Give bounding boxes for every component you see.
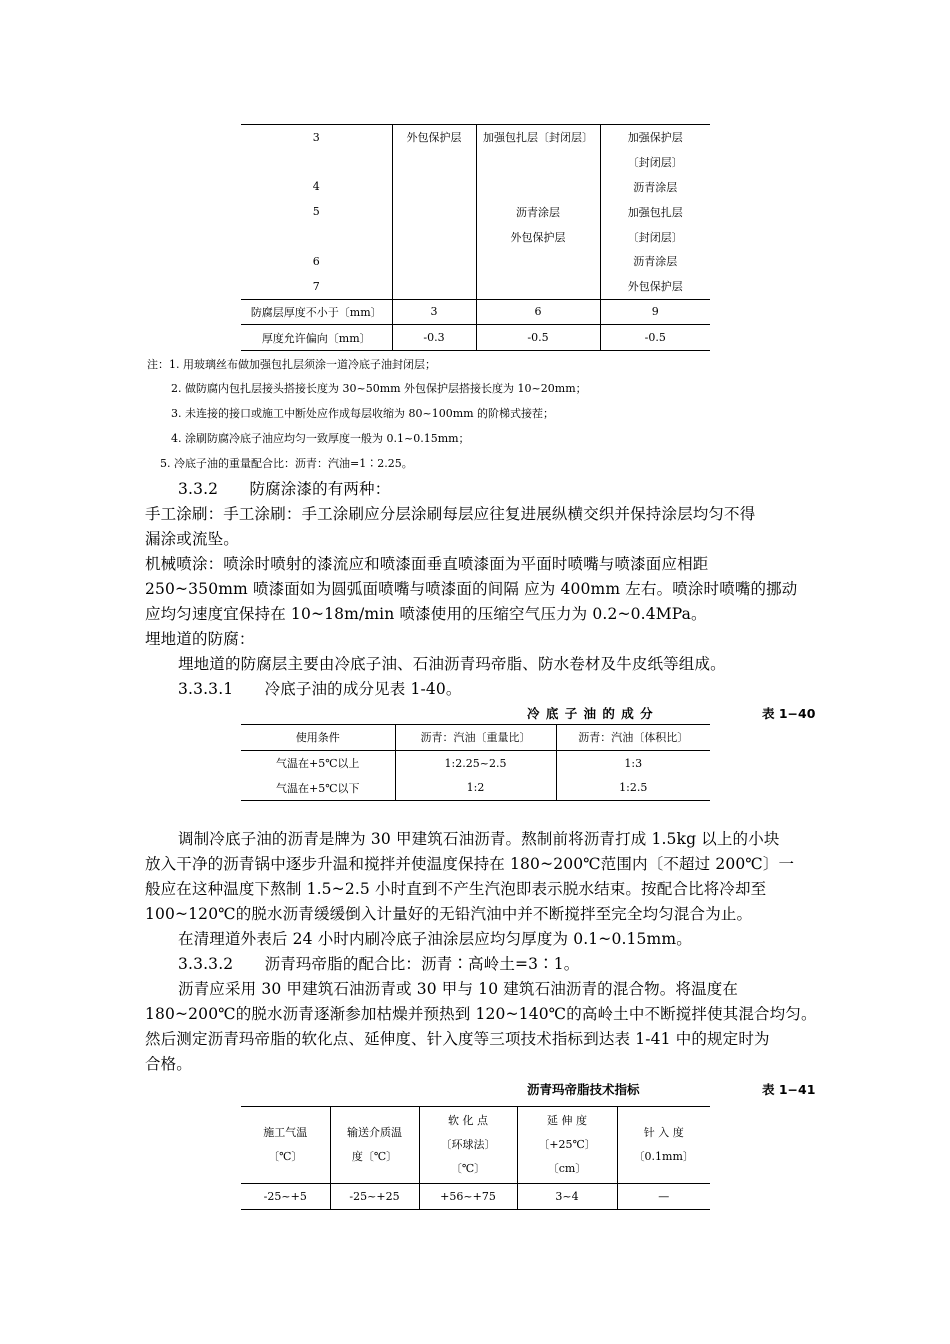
table41-header-line: 〔环球法〕 bbox=[440, 1138, 496, 1151]
layer-table-cell: 〔封闭层〕 bbox=[627, 230, 683, 244]
layer-table-cell: 厚度允许偏向〔mm〕 bbox=[241, 325, 392, 351]
layer-table-cell: -0.5 bbox=[644, 331, 666, 345]
table41-header-line: 针 入 度 bbox=[643, 1126, 684, 1139]
table41-header bbox=[419, 1107, 517, 1184]
clean-line: 在清理道外表后 24 小时内刷冷底子油涂层应均匀厚度为 0.1~0.15mm。 bbox=[178, 930, 692, 948]
layer-table-row bbox=[241, 150, 710, 175]
layer-table-cell: 外包保护层 bbox=[476, 224, 600, 249]
layer-table-row bbox=[241, 325, 710, 351]
layer-table bbox=[241, 124, 710, 351]
layer-table-cell: 加强包扎层〔封闭层〕 bbox=[476, 125, 600, 150]
section-heading-332: 3.3.2 防腐涂漆的有两种： bbox=[178, 480, 391, 498]
manual-line-2: 漏涂或流坠。 bbox=[145, 530, 239, 548]
layer-table-cell: 6 bbox=[241, 249, 392, 274]
layer-table-cell bbox=[241, 150, 392, 175]
layer-table-cell bbox=[476, 175, 600, 200]
layer-table-cell: -0.5 bbox=[476, 325, 600, 351]
table40-caption: 冷 底 子 油 的 成 分 bbox=[527, 706, 654, 721]
note-5: 5. 冷底子油的重量配合比：沥青：汽油=1∶2.25。 bbox=[160, 457, 413, 470]
buried-title: 埋地道的防腐： bbox=[145, 630, 255, 648]
mastic-line-3: 然后测定沥青玛帝脂的软化点、延伸度、针入度等三项技术指标到达表 1-41 中的规定时为 bbox=[145, 1030, 770, 1048]
table41-header bbox=[617, 1107, 710, 1184]
layer-table-cell: 7 bbox=[241, 274, 392, 299]
layer-table-row bbox=[241, 274, 710, 299]
layer-table-cell: 外包保护层 bbox=[392, 125, 476, 150]
layer-table-row bbox=[241, 175, 710, 200]
table40-header: 沥青：汽油〔体积比〕 bbox=[578, 731, 689, 745]
table40-cell: 1:3 bbox=[624, 756, 643, 770]
table41-header-line: 〔℃〕 bbox=[268, 1150, 303, 1163]
layer-table-row bbox=[241, 249, 710, 274]
table41-caption: 沥青玛帝脂技术指标 bbox=[527, 1082, 640, 1097]
mastic-line-4: 合格。 bbox=[145, 1055, 192, 1073]
prep-line-1: 调制冷底子油的沥青是牌为 30 甲建筑石油沥青。熬制前将沥青打成 1.5kg 以上的小块 bbox=[178, 830, 780, 848]
table40-cell: 1:2.25~2.5 bbox=[395, 750, 556, 775]
layer-table-cell: 5 bbox=[241, 199, 392, 224]
layer-table-cell: 加强包扎层 bbox=[627, 205, 683, 219]
layer-table-cell: 3 bbox=[392, 299, 476, 325]
table40-number: 表 1−40 bbox=[762, 706, 816, 721]
layer-table-cell: 外包保护层 bbox=[627, 280, 683, 294]
mastic-line-2: 180~200℃的脱水沥青逐渐参加枯燥并预热到 120~140℃的高岭土中不断搅拌使其混合均匀。 bbox=[145, 1005, 817, 1023]
table40-cell: 气温在+5℃以上 bbox=[241, 750, 395, 775]
layer-table-cell: 沥青涂层 bbox=[633, 180, 678, 194]
table41-cell: — bbox=[658, 1189, 670, 1203]
table41-header-line: 施工气温 bbox=[263, 1126, 308, 1139]
layer-table-cell: 4 bbox=[241, 175, 392, 200]
table40-cell: 1:2.5 bbox=[619, 781, 648, 795]
note-4: 4. 涂刷防腐冷底子油应均匀一致厚度一般为 0.1~0.15mm； bbox=[171, 432, 470, 445]
table41-header bbox=[241, 1107, 330, 1184]
layer-table-cell: 沥青涂层 bbox=[476, 199, 600, 224]
table41-number: 表 1−41 bbox=[762, 1082, 816, 1097]
table41-header bbox=[330, 1107, 419, 1184]
layer-table-cell bbox=[476, 274, 600, 299]
prep-line-4: 100~120℃的脱水沥青缓缓倒入计量好的无铅汽油中并不断搅拌至完全均匀混合为止。 bbox=[145, 905, 753, 923]
layer-table-cell: -0.3 bbox=[392, 325, 476, 351]
machine-line-3: 应均匀速度宜保持在 10~18m/min 喷漆使用的压缩空气压力为 0.2~0.4MPa。 bbox=[145, 605, 707, 623]
machine-line-1: 机械喷涂：喷涂时喷射的漆流应和喷漆面垂直喷漆面为平面时喷嘴与喷漆面应相距 bbox=[145, 555, 709, 573]
table41-header-line: 软 化 点 bbox=[448, 1114, 488, 1127]
table41-header-line: 〔0.1mm〕 bbox=[633, 1150, 694, 1163]
table41-header-line: 〔+25℃〕 bbox=[538, 1138, 596, 1151]
table41-cell: -25~+5 bbox=[241, 1184, 330, 1210]
layer-table-row bbox=[241, 125, 710, 150]
layer-table-cell: 〔封闭层〕 bbox=[627, 156, 683, 170]
table41-cell: 3~4 bbox=[517, 1184, 617, 1210]
layer-table-row bbox=[241, 299, 710, 325]
table40-cell: 气温在+5℃以下 bbox=[241, 776, 395, 801]
layer-table-cell bbox=[241, 224, 392, 249]
note-1: 注：1. 用玻璃丝布做加强包扎层须涂一道冷底子油封闭层； bbox=[147, 358, 436, 371]
layer-table-row bbox=[241, 199, 710, 224]
table41-header-line: 延 伸 度 bbox=[547, 1114, 587, 1127]
table41-header-line: 〔℃〕 bbox=[450, 1162, 486, 1175]
layer-table-cell bbox=[392, 274, 476, 299]
cold-primer-table bbox=[241, 724, 710, 801]
layer-table-cell bbox=[476, 150, 600, 175]
layer-table-cell: 3 bbox=[241, 125, 392, 150]
table41-cell: +56~+75 bbox=[419, 1184, 517, 1210]
buried-text: 埋地道的防腐层主要由冷底子油、石油沥青玛帝脂、防水卷材及牛皮纸等组成。 bbox=[178, 655, 726, 673]
layer-table-cell: 防腐层厚度不小于〔mm〕 bbox=[241, 299, 392, 325]
prep-line-2: 放入干净的沥青锅中逐步升温和搅拌并使温度保持在 180~200℃范围内〔不超过 200℃〕一 bbox=[145, 855, 795, 873]
table40-header: 沥青：汽油〔重量比〕 bbox=[395, 725, 556, 751]
machine-line-2: 250~350mm 喷漆面如为圆弧面喷嘴与喷漆面的间隔 应为 400mm 左右。喷涂时喷嘴的挪动 bbox=[145, 580, 798, 598]
layer-table-cell bbox=[392, 150, 476, 175]
layer-table-cell bbox=[476, 249, 600, 274]
section-heading-3331: 3.3.3.1 冷底子油的成分见表 1-40。 bbox=[178, 680, 462, 698]
section-heading-3332: 3.3.3.2 沥青玛帝脂的配合比：沥青∶高岭土=3∶1。 bbox=[178, 955, 580, 973]
mastic-line-1: 沥青应采用 30 甲建筑石油沥青或 30 甲与 10 建筑石油沥青的混合物。将温度在 bbox=[178, 980, 739, 998]
manual-line-1: 手工涂刷：手工涂刷：手工涂刷应分层涂刷每层应往复进展纵横交织并保持涂层均匀不得 bbox=[145, 505, 756, 523]
layer-table-cell bbox=[392, 224, 476, 249]
table41-header bbox=[517, 1107, 617, 1184]
table41-cell: -25~+25 bbox=[330, 1184, 419, 1210]
layer-table-cell: 6 bbox=[476, 299, 600, 325]
layer-table-cell bbox=[392, 175, 476, 200]
note-3: 3. 未连接的接口或施工中断处应作成每层收缩为 80~100mm 的阶梯式接茬； bbox=[171, 407, 555, 420]
table41-header-line: 输送介质温 bbox=[347, 1126, 402, 1139]
table41-header-line: 〔cm〕 bbox=[547, 1162, 587, 1175]
note-2: 2. 做防腐内包扎层接头搭接长度为 30~50mm 外包保护层搭接长度为 10~20mm； bbox=[171, 382, 587, 395]
layer-table-cell: 9 bbox=[651, 305, 659, 319]
prep-line-3: 般应在这种温度下熬制 1.5~2.5 小时直到不产生汽泡即表示脱水结束。按配合比将冷却至 bbox=[145, 880, 767, 898]
table41-header-line: 度〔℃〕 bbox=[351, 1150, 398, 1163]
table40-header: 使用条件 bbox=[241, 725, 395, 751]
table40-cell: 1:2 bbox=[395, 776, 556, 801]
mastic-spec-table bbox=[241, 1106, 710, 1210]
layer-table-row bbox=[241, 224, 710, 249]
layer-table-cell bbox=[392, 199, 476, 224]
layer-table-cell bbox=[392, 249, 476, 274]
layer-table-cell: 加强保护层 bbox=[627, 131, 683, 145]
layer-table-cell: 沥青涂层 bbox=[633, 255, 678, 269]
